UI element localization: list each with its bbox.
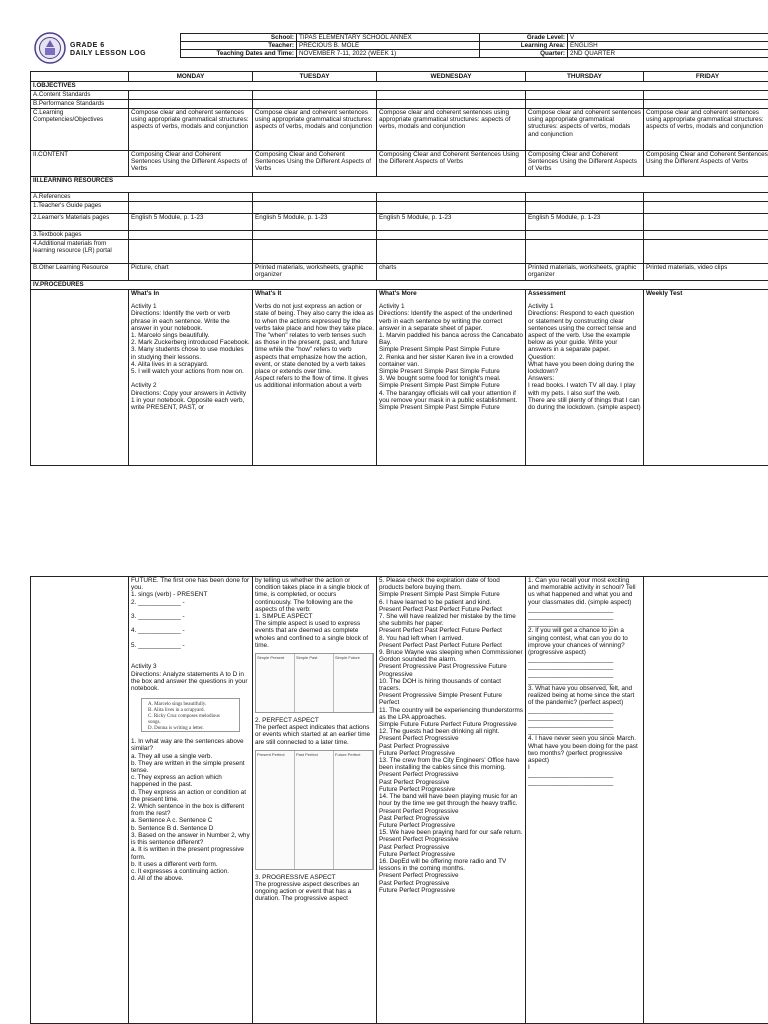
- competency-tuesday: Compose clear and coherent sentences using appropriate grammatical structures: aspects of verbs, modals and conjunction: [253, 109, 377, 151]
- procedures-label-cell: [31, 290, 129, 466]
- area-value: ENGLISH: [568, 42, 768, 50]
- procedure-body: Verbs do not just express an action or state of being. They also carry the idea as to when the actions expressed by the verbs take place and how they take place. The "when" relates to verb tenses such as those in the present, past, and future time while the "how" refers to verb aspects that emphasize how the action, event, or state denoted by a verb takes place or extends over time. Aspect refers to the flow of time. It gives us additional information about a verb: [255, 303, 375, 390]
- content-monday: Composing Clear and Coherent Sentences Using the Different Aspects of Verbs: [129, 151, 253, 177]
- row-learners-materials: 2.Learner's Materials pages: [31, 214, 129, 231]
- lm-monday: English 5 Module, p. 1-23: [129, 214, 253, 231]
- procedure-monday: [129, 290, 253, 466]
- lm-thursday: English 5 Module, p. 1-23: [526, 214, 644, 231]
- school-label: School:: [181, 34, 297, 42]
- lm-tuesday: English 5 Module, p. 1-23: [253, 214, 377, 231]
- procedure-title: Assessment: [528, 290, 566, 297]
- document-header: [30, 31, 768, 63]
- competency-wednesday: Compose clear and coherent sentences using appropriate grammatical structures: aspects of verbs, modals and conjunction: [377, 109, 526, 151]
- procedure-title: What's It: [255, 290, 282, 297]
- row-other-resources: B.Other Learning Resource: [31, 264, 129, 281]
- figure-label: Past Perfect: [295, 751, 334, 869]
- figure-label: Future Perfect: [334, 751, 373, 869]
- school-value: TIPAS ELEMENTARY SCHOOL ANNEX: [297, 34, 480, 42]
- aspect-intro-text: by telling us whether the action or condition takes place in a single block of time, is completed, or occurs continuously. The following are the aspects of the verb: 1. SIMPLE ASPECT The simple aspect is used to express events that are deemed as complete wholes and confined to a single block of time.: [255, 577, 370, 649]
- other-tuesday: Printed materials, worksheets, graphic organizer: [253, 264, 377, 281]
- figure-label: Simple Past: [295, 654, 334, 712]
- day-header-friday: FRIDAY: [644, 72, 768, 82]
- grade-value: V: [568, 34, 768, 42]
- teacher-value: PRECIOUS B. MOLE: [297, 42, 480, 50]
- procedure-title: What's In: [131, 290, 160, 297]
- procedure-friday: [644, 290, 768, 466]
- competency-thursday: Compose clear and coherent sentences using appropriate grammatical structures: aspects of verbs, modals and conjunction: [526, 109, 644, 151]
- simple-aspect-table-figure: [255, 653, 374, 713]
- day-header-monday: MONDAY: [129, 72, 253, 82]
- activity-2-3-text: FUTURE. The first one has been done for you. 1. sings (verb) - PRESENT 2. ____________ - 3. ____________ - 4. ____________ - 5. ____________ - Activity 3 Directions: Analyze statements A to D in the box and answer the questions in your notebook.: [131, 577, 250, 693]
- title-line-1: GRADE 6: [70, 42, 105, 49]
- day-header-tuesday: TUESDAY: [253, 72, 377, 82]
- dates-value: NOVEMBER 7-11, 2022 (WEEK 1): [297, 50, 480, 58]
- content-wednesday: Composing Clear and Coherent Sentences Using the Different Aspects of Verbs: [377, 151, 526, 177]
- procedure-body: Activity 1 Directions: Identify the aspect of the underlined verb in each sentence by writing the correct answer in a separate sheet of paper. 1. Marvin paddled his banca across the Cancabato Bay. Simple Present Simple Past Simple Future 2. Renka and her sister Karen live in a crowded container van. Simple Present Simple Past Simple Future 3. We bought some food for tonight's meal. Simple Present Simple Past Simple Future 4. The barangay officials will call your attention if you remove your mask in a public establishment. Simple Present Simple Past Simple Future: [379, 303, 523, 412]
- continuation-wednesday: [377, 577, 526, 1024]
- continuation-tuesday: [253, 577, 377, 1024]
- row-content-standards: A.Content Standards: [31, 91, 129, 100]
- continuation-friday: [644, 577, 768, 1024]
- corner-cell: [31, 72, 129, 82]
- row-references: A.References: [31, 193, 129, 202]
- competency-friday: Compose clear and coherent sentences using appropriate grammatical structures: aspects of verbs, modals and conjunction: [644, 109, 768, 151]
- grade-label: Grade Level:: [480, 34, 568, 42]
- row-textbook: 3.Textbook pages: [31, 231, 129, 240]
- procedure-title: What's More: [379, 290, 417, 297]
- continuation-label-cell: [31, 577, 129, 1024]
- row-teachers-guide: 1.Teacher's Guide pages: [31, 202, 129, 214]
- procedure-thursday: [526, 290, 644, 466]
- row-additional-materials: 4.Additional materials from learning resource (LR) portal: [31, 240, 129, 264]
- row-competencies: C.Learning Competencies/Objectives: [31, 109, 129, 151]
- perfect-aspect-text: 2. PERFECT ASPECT The perfect aspect indicates that actions or events which started at an earlier time are still connected to a later time.: [255, 717, 371, 746]
- procedure-wednesday: [377, 290, 526, 466]
- procedure-tuesday: [253, 290, 377, 466]
- procedure-body: Activity 1 Directions: Respond to each question or statement by constructing clear sentences using the correct tense and aspect of the verb. Use the example below as your guide. Write your answers in a separate paper. Question: What have you been doing during the lockdown? Answers: I read books. I watch TV all day. I play with my pets. I also surf the web. There are still plenty of things that I can do during the lockdown. (simple aspect): [528, 303, 641, 412]
- other-friday: Printed materials, video clips: [644, 264, 768, 281]
- competency-monday: Compose clear and coherent sentences using appropriate grammatical structures: aspects of verbs, modals and conjunction: [129, 109, 253, 151]
- figure-label: Simple Future: [334, 654, 373, 712]
- continuation-monday: [129, 577, 253, 1024]
- lesson-log-table: [30, 71, 768, 466]
- dates-label: Teaching Dates and Time:: [181, 50, 297, 58]
- row-performance-standards: B.Performance Standards: [31, 100, 129, 109]
- row-content: II.CONTENT: [31, 151, 129, 177]
- day-header-thursday: THURSDAY: [526, 72, 644, 82]
- figure-label: Present Perfect: [256, 751, 295, 869]
- day-header-wednesday: WEDNESDAY: [377, 72, 526, 82]
- lm-friday: [644, 214, 768, 231]
- statements-box: A. Marcelo sings beautifully. B. Alita lives in a scrapyard. C. Ricky Cruz composes melodious songs. D. Donna is writing a letter.: [141, 698, 240, 732]
- continuation-table: [30, 576, 768, 1024]
- figure-label: Simple Present: [256, 654, 295, 712]
- assessment-questions: 1. Can you recall your most exciting and memorable activity in school? Tell us what happened and what you and your classmates did. (simple aspect) ________________________ ________________________ ________________________ 2. If you will get a chance to join a singing contest, what can you do to improve your chances of winning? (progressive aspect) ________________________ ________________________ ________________________ ________________________ 3. What have you observed, felt, and realized being at home since the start of the pandemic? (perfect aspect) ________________________ ________________________ ________________________ ________________________ 4. I have never seen you since March. What have you been doing for the past two months? (perfect progressive aspect) I ________________________ ________________________: [528, 577, 638, 786]
- header-info-table: [180, 33, 768, 58]
- wednesday-items: 5. Please check the expiration date of food products before buying them. Simple Present Simple Past Simple Future 6. I have learned to be patient and kind. Present Perfect Past Perfect Future Perfect 7. She will have realized her mistake by the time she submits her paper. Present Perfect Past Perfect Future Perfect 8. You had left when I arrived. Present Perfect Past Perfect Future Perfect 9. Bruce Wayne was sleeping when Commissioner Gordon sounded the alarm. Present Progressive Past Progressive Future Progressive 10. The DOH is hiring thousands of contact tracers. Present Progressive Simple Present Future Perfect 11. The country will be experiencing thunderstorms as the LPA approaches. Simple Future Future Perfect Future Progressive 12. The guests had been drinking all night. Present Perfect Progressive Past Perfect Progressive Future Perfect Progressive 13. The crew from the City Engineers' Office have been installing the cables since this morning. Present Perfect Progressive Past Perfect Progressive Future Perfect Progressive 14. The band will have been playing music for an hour by the time we get through the heavy traffic. Present Perfect Progressive Past Perfect Progressive Future Perfect Progressive 15. We have been praying hard for our safe return. Present Perfect Progressive Past Perfect Progressive Future Perfect Progressive 16. DepEd will be offering more radio and TV lessons in the coming months. Present Perfect Progressive Past Perfect Progressive Future Perfect Progressive: [379, 577, 523, 894]
- content-friday: Composing Clear and Coherent Sentences Using the Different Aspects of Verbs: [644, 151, 768, 177]
- row-objectives: I.OBJECTIVES: [31, 82, 768, 91]
- other-thursday: Printed materials, worksheets, graphic organizer: [526, 264, 644, 281]
- procedure-title: Weekly Test: [646, 290, 683, 297]
- other-monday: Picture, chart: [129, 264, 253, 281]
- quarter-value: 2ND QUARTER: [568, 50, 768, 58]
- row-procedures: IV.PROCEDURES: [31, 281, 768, 290]
- quarter-label: Quarter:: [480, 50, 568, 58]
- page-2: [30, 576, 768, 1024]
- teacher-label: Teacher:: [181, 42, 297, 50]
- content-thursday: Composing Clear and Coherent Sentences Using the Different Aspects of Verbs: [526, 151, 644, 177]
- activity-3-questions: 1. In what way are the sentences above similar? a. They all use a single verb. b. They are written in the simple present tense. c. They express an action which happened in the past. d. They express an action or condition at the present time. 2. Which sentence in the box is different from the rest? a. Sentence A c. Sentence C b. Sentence B d. Sentence D 3. Based on the answer in Number 2, why is this sentence different? a. It is written in the present progressive form. b. It uses a different verb form. c. It expresses a continuing action. d. All of the above.: [131, 738, 250, 883]
- deped-seal-icon: [34, 32, 66, 64]
- continuation-thursday: [526, 577, 644, 1024]
- content-tuesday: Composing Clear and Coherent Sentences Using the Different Aspects of Verbs: [253, 151, 377, 177]
- page-1: [30, 31, 768, 511]
- title-line-2: DAILY LESSON LOG: [70, 50, 147, 57]
- area-label: Learning Area:: [480, 42, 568, 50]
- document-title: [70, 42, 146, 58]
- row-learning-resources: III.LEARNING RESOURCES: [31, 177, 768, 193]
- perfect-aspect-table-figure: [255, 750, 374, 870]
- progressive-aspect-text: 3. PROGRESSIVE ASPECT The progressive aspect describes an ongoing action or event that has a duration. The progressive aspect: [255, 873, 360, 903]
- lm-wednesday: English 5 Module, p. 1-23: [377, 214, 526, 231]
- procedure-body: Activity 1 Directions: Identify the verb or verb phrase in each sentence. Write the answer in your notebook. 1. Marcelo sings beautifully. 2. Mark Zuckerberg introduced Facebook. 3. Many students chose to use modules in studying their lessons. 4. Alita lives in a scrapyard. 5. I will watch your actions from now on. Activity 2 Directions: Copy your answers in Activity 1 in your notebook. Opposite each verb, write PRESENT, PAST, or: [131, 303, 250, 412]
- other-wednesday: charts: [377, 264, 526, 281]
